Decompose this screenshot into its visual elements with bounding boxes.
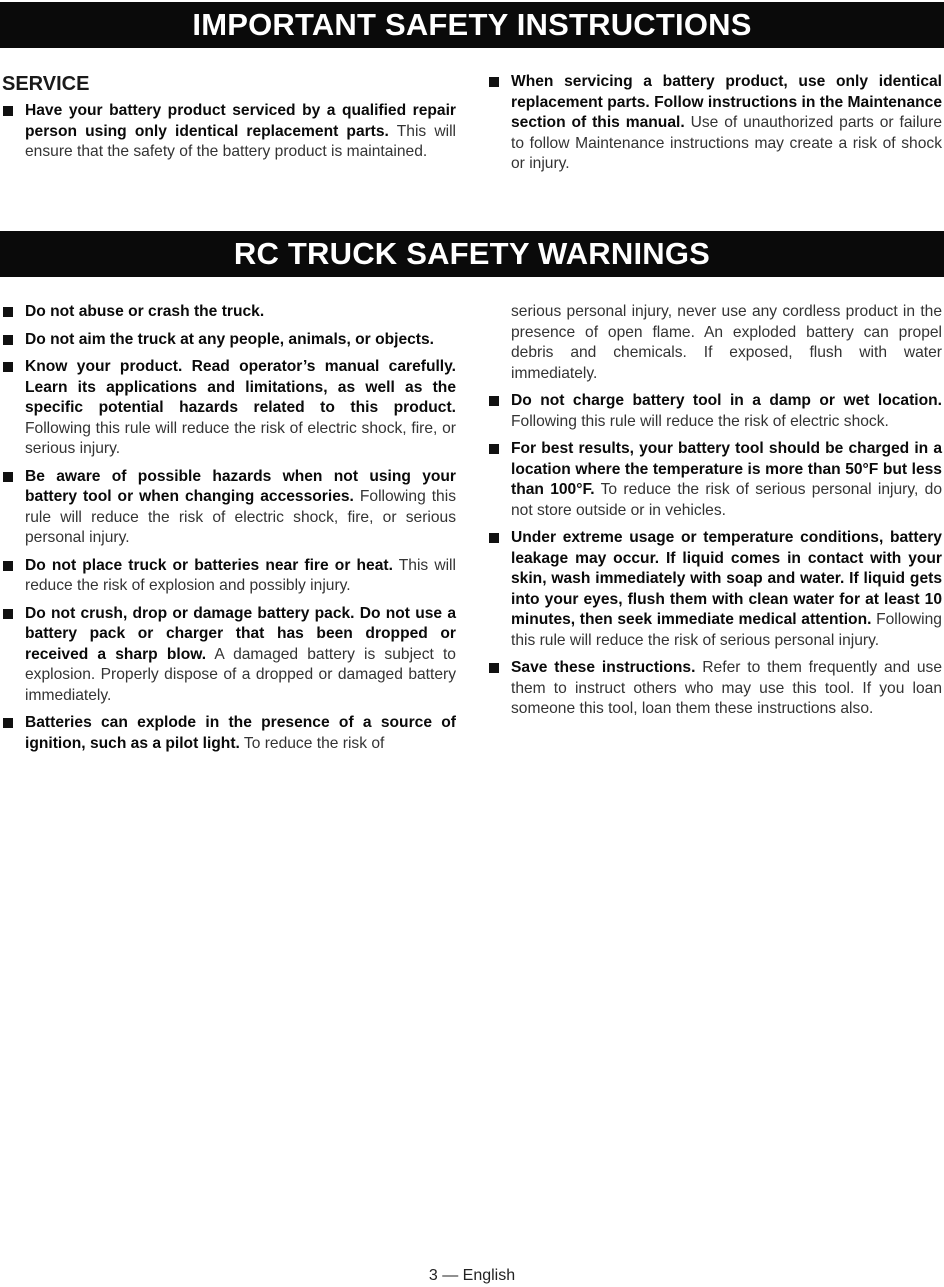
- warning-item: [2, 713, 456, 754]
- square-bullet-icon: [3, 472, 13, 482]
- item-bold-text: Have your battery product serviced by a qualified repair person using only identical replacement parts.: [25, 102, 456, 140]
- square-bullet-icon: [489, 444, 499, 454]
- service-right-column: [488, 72, 942, 182]
- warning-item: [488, 391, 942, 432]
- item-bold-text: Know your product. Read operator’s manual carefully. Learn its applications and limitations, as well as the specific potential hazards related to this product.: [25, 358, 456, 416]
- warning-item: [2, 467, 456, 549]
- item-normal-text: Following this rule will reduce the risk of electric shock, fire, or serious personal injury.: [25, 488, 456, 546]
- item-normal-text: To reduce the risk of serious personal injury, do not store outside or in vehicles.: [511, 481, 942, 519]
- square-bullet-icon: [489, 77, 499, 87]
- item-normal-text: Refer to them frequently and use them to instruct others who may use this tool. If you loan someone this tool, loan them these instructions also.: [511, 659, 943, 717]
- warning-item: [488, 528, 942, 651]
- item-bold-text: Under extreme usage or temperature conditions, battery leakage may occur. If liquid comes in contact with your skin, wash immediately with soap and water. If liquid gets into your eyes, flush them with clean water for at least 10 minutes, then seek immediate medical attention.: [511, 529, 942, 628]
- service-heading: SERVICE: [2, 73, 90, 95]
- page-footer: 3 — English: [428, 1267, 516, 1284]
- service-item: [488, 72, 942, 175]
- item-bold-text: Save these instructions.: [511, 659, 696, 676]
- warning-item: [488, 658, 942, 720]
- item-bold-text: Do not place truck or batteries near fire or heat.: [25, 556, 393, 574]
- item-normal-text: Following this rule will reduce the risk of electric shock.: [511, 412, 889, 430]
- item-bold-text: Do not charge battery tool in a damp or wet location.: [511, 392, 942, 409]
- safety-instructions-banner: [0, 2, 944, 48]
- warning-item: [2, 604, 456, 707]
- item-bold-text: Do not abuse or crash the truck.: [25, 303, 265, 320]
- item-normal-text: To reduce the risk of: [243, 734, 385, 752]
- warning-item: [2, 330, 456, 351]
- square-bullet-icon: [3, 561, 13, 571]
- item-normal-text: Following this rule will reduce the risk of electric shock, fire, or serious injury.: [25, 419, 456, 457]
- item-normal-text: This will reduce the risk of explosion and possibly injury.: [25, 556, 456, 594]
- square-bullet-icon: [3, 609, 13, 619]
- service-left-column: [2, 72, 456, 170]
- square-bullet-icon: [3, 106, 13, 116]
- warnings-left-column: [2, 302, 456, 761]
- warning-item: [2, 556, 456, 597]
- square-bullet-icon: [3, 307, 13, 317]
- square-bullet-icon: [3, 362, 13, 372]
- service-item: [2, 101, 456, 163]
- square-bullet-icon: [489, 663, 499, 673]
- item-bold-text: For best results, your battery tool should be charged in a location where the temperature is more than 50°F but less than 100°F.: [511, 440, 942, 498]
- item-bold-text: Batteries can explode in the presence of a source of ignition, such as a pilot light.: [25, 714, 456, 752]
- warnings-right-column: [488, 302, 942, 727]
- item-normal-text: Following this rule will reduce the risk of serious personal injury.: [511, 611, 942, 649]
- square-bullet-icon: [489, 396, 499, 406]
- continued-text: serious personal injury, never use any cordless product in the presence of open flame. An exploded battery can propel debris and chemicals. If exposed, flush with water immediately.: [511, 303, 942, 382]
- item-normal-text: Use of unauthorized parts or failure to follow Maintenance instructions may create a risk of shock or injury.: [511, 114, 942, 172]
- rc-truck-warnings-banner: [0, 231, 944, 277]
- warning-item: [488, 439, 942, 521]
- warning-item: [2, 302, 456, 323]
- item-normal-text: A damaged battery is subject to explosion. Properly dispose of a dropped or damaged battery immediately.: [25, 645, 456, 704]
- item-bold-text: Be aware of possible hazards when not using your battery tool or when changing accessories.: [25, 467, 456, 505]
- item-bold-text: When servicing a battery product, use only identical replacement parts. Follow instructions in the Maintenance section of this manual.: [511, 73, 942, 131]
- square-bullet-icon: [3, 718, 13, 728]
- square-bullet-icon: [3, 335, 13, 345]
- warning-item: [2, 357, 456, 460]
- item-bold-text: Do not aim the truck at any people, animals, or objects.: [25, 330, 434, 348]
- item-bold-text: Do not crush, drop or damage battery pack. Do not use a battery pack or charger that has been dropped or received a sharp blow.: [25, 604, 456, 663]
- item-normal-text: This will ensure that the safety of the battery product is maintained.: [25, 122, 456, 160]
- square-bullet-icon: [489, 533, 499, 543]
- banner-title: RC TRUCK SAFETY WARNINGS: [233, 236, 711, 271]
- banner-title: IMPORTANT SAFETY INSTRUCTIONS: [192, 7, 752, 42]
